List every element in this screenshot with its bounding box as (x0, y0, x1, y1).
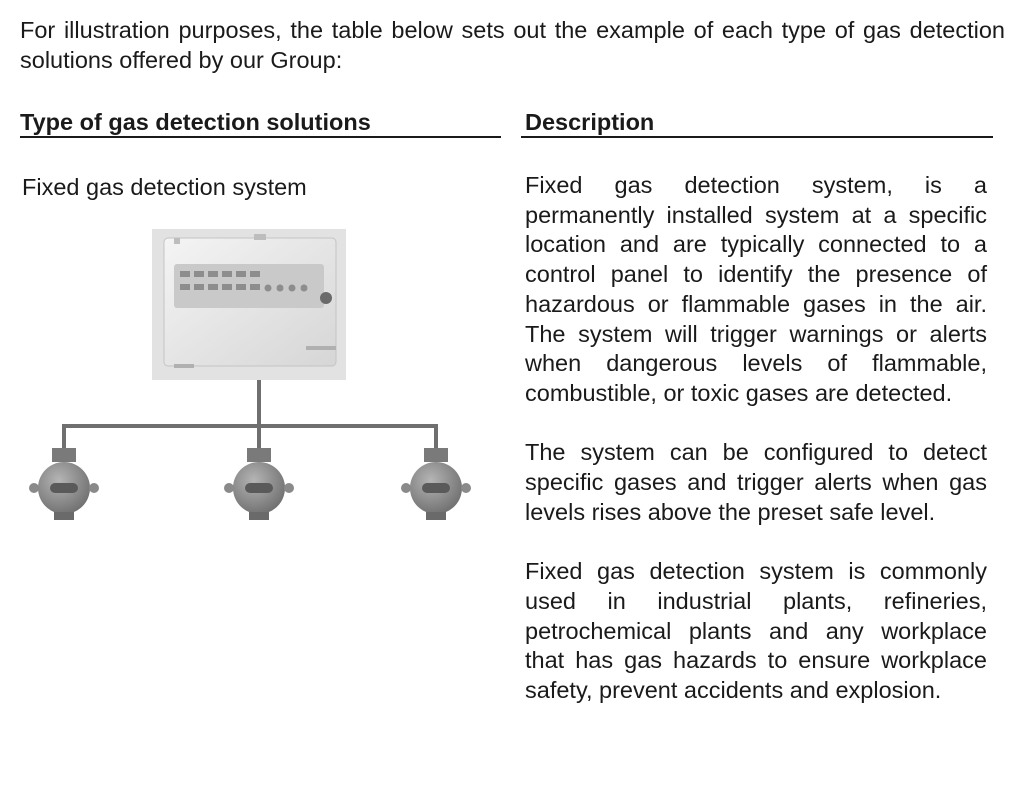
fixed-gas-detection-diagram (24, 226, 474, 526)
gas-detector-icon (29, 448, 99, 520)
description-paragraph: Fixed gas detection system, is a permanently installed system at a specific location and are typically connected to a control panel to identify the presence of hazardous or flammable gases in the air. The system will trigger warnings or alerts when dangerous levels of flammable, combustible, or toxic gases are detected. (525, 172, 987, 406)
gas-detector-icon (401, 448, 471, 520)
description-cell (525, 171, 987, 706)
description-paragraph: Fixed gas detection system is commonly used in industrial plants, refineries, petrochemical plants and any workplace that has gas hazards to ensure workplace safety, prevent accidents and explosion. (525, 558, 987, 703)
wiring-lines (64, 380, 436, 458)
column-header-description: Description (521, 108, 993, 138)
description-paragraph: The system can be configured to detect specific gases and trigger alerts when gas levels rises above the preset safe level. (525, 439, 987, 525)
column-header-type: Type of gas detection solutions (20, 108, 501, 138)
gas-detector-icon (224, 448, 294, 520)
intro-paragraph: For illustration purposes, the table below sets out the example of each type of gas detection solutions offered by our Group: (20, 17, 1005, 73)
control-panel-icon (152, 229, 346, 380)
solution-type-label: Fixed gas detection system (22, 174, 307, 200)
